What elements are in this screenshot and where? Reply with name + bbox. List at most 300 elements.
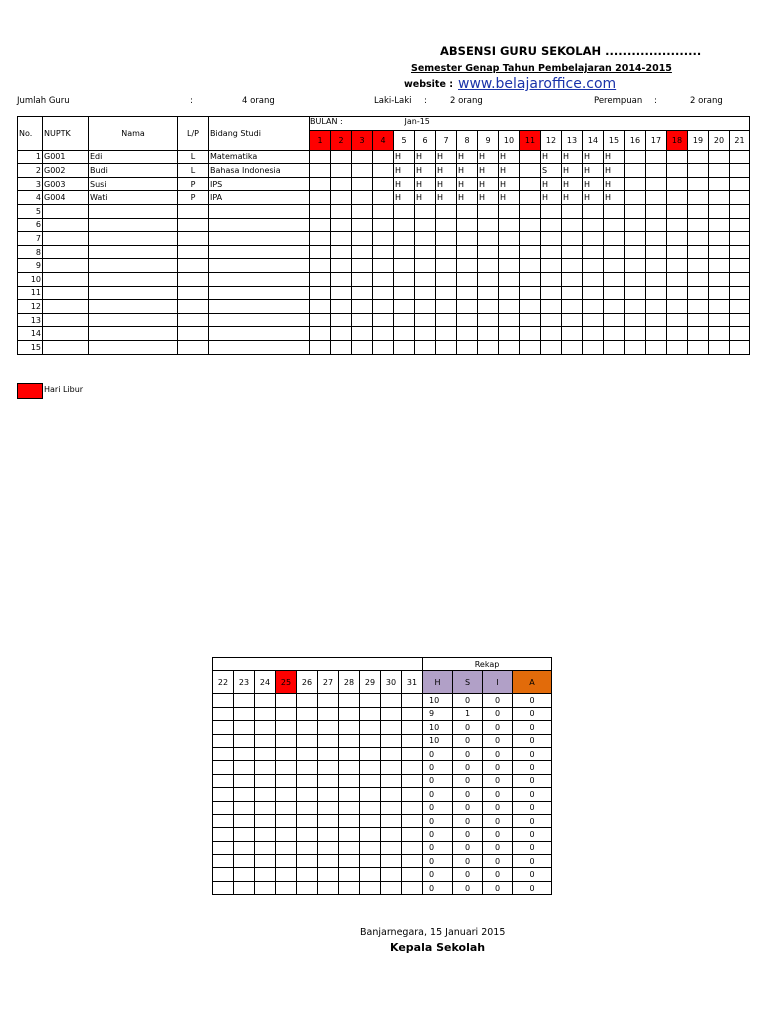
rekap-i-cell: 0 [483, 694, 513, 707]
attendance-cell [583, 272, 604, 286]
attendance-cell [730, 300, 750, 314]
bulan-value-text: Jan-15 [404, 117, 430, 126]
bidang-studi-cell: IPS [209, 177, 310, 191]
attendance-cell [352, 327, 373, 341]
row-number: 15 [18, 340, 43, 354]
attendance-cell [457, 340, 478, 354]
attendance-cell [360, 734, 381, 747]
attendance-cell [520, 313, 541, 327]
lp-cell [178, 272, 209, 286]
attendance-cell [318, 747, 339, 760]
attendance-cell [604, 245, 625, 259]
attendance-cell: H [415, 191, 436, 205]
attendance-cell [352, 191, 373, 205]
attendance-cell [318, 694, 339, 707]
nama-cell [89, 327, 178, 341]
attendance-cell [646, 218, 667, 232]
attendance-cell [297, 841, 318, 854]
attendance-cell [562, 327, 583, 341]
rekap-i-cell: 0 [483, 707, 513, 720]
attendance-cell [373, 313, 394, 327]
attendance-cell: H [604, 150, 625, 164]
day-header-3: 3 [352, 130, 373, 150]
day-header-31: 31 [402, 671, 423, 694]
attendance-cell [625, 232, 646, 246]
attendance-cell [520, 300, 541, 314]
bidang-studi-cell [209, 300, 310, 314]
attendance-cell [276, 841, 297, 854]
rekap-i-cell: 0 [483, 734, 513, 747]
attendance-cell [234, 694, 255, 707]
attendance-cell [604, 313, 625, 327]
attendance-cell: H [478, 150, 499, 164]
attendance-cell: H [436, 177, 457, 191]
attendance-cell [583, 245, 604, 259]
rekap-h-cell: 0 [423, 774, 453, 787]
attendance-cell [373, 191, 394, 205]
day-header-spacer [213, 658, 423, 671]
attendance-cell [604, 259, 625, 273]
attendance-cell [402, 881, 423, 894]
rekap-i-cell: 0 [483, 774, 513, 787]
attendance-cell: H [499, 177, 520, 191]
attendance-cell [457, 245, 478, 259]
attendance-cell [499, 340, 520, 354]
attendance-cell [381, 828, 402, 841]
rekap-i-cell: 0 [483, 721, 513, 734]
attendance-cell [352, 204, 373, 218]
nuptk-cell [43, 245, 89, 259]
attendance-cell [402, 774, 423, 787]
attendance-cell [394, 218, 415, 232]
attendance-cell [381, 734, 402, 747]
attendance-cell [688, 259, 709, 273]
attendance-cell [667, 300, 688, 314]
attendance-cell: H [436, 150, 457, 164]
attendance-cell [394, 300, 415, 314]
table-row [18, 177, 750, 191]
attendance-cell [331, 272, 352, 286]
attendance-cell [276, 801, 297, 814]
attendance-cell: H [583, 164, 604, 178]
attendance-cell [688, 245, 709, 259]
attendance-cell [255, 814, 276, 827]
attendance-cell [520, 150, 541, 164]
bidang-studi-cell: IPA [209, 191, 310, 205]
attendance-cell [541, 272, 562, 286]
attendance-cell: H [499, 191, 520, 205]
attendance-cell [667, 259, 688, 273]
attendance-cell [583, 327, 604, 341]
attendance-cell [709, 164, 730, 178]
attendance-cell [339, 801, 360, 814]
attendance-cell [625, 245, 646, 259]
attendance-cell [360, 707, 381, 720]
attendance-cell [394, 272, 415, 286]
rekap-s-cell: 0 [453, 855, 483, 868]
attendance-cell: H [604, 191, 625, 205]
attendance-cell [310, 300, 331, 314]
attendance-cell [436, 286, 457, 300]
day-header-23: 23 [234, 671, 255, 694]
lp-cell [178, 340, 209, 354]
rekap-a-header: A [513, 671, 552, 694]
attendance-cell [667, 340, 688, 354]
attendance-cell [688, 204, 709, 218]
table-row [213, 721, 552, 734]
attendance-cell: H [415, 177, 436, 191]
attendance-cell [213, 841, 234, 854]
attendance-cell [352, 177, 373, 191]
attendance-cell [339, 814, 360, 827]
rekap-s-cell: 0 [453, 841, 483, 854]
attendance-cell [457, 218, 478, 232]
attendance-cell [331, 259, 352, 273]
nama-cell [89, 218, 178, 232]
day-header-11: 11 [520, 130, 541, 150]
attendance-cell [667, 286, 688, 300]
attendance-cell [213, 801, 234, 814]
nuptk-cell [43, 340, 89, 354]
holiday-legend-swatch [17, 383, 43, 399]
attendance-cell [255, 747, 276, 760]
day-header-7: 7 [436, 130, 457, 150]
rekap-i-cell: 0 [483, 788, 513, 801]
attendance-cell [352, 218, 373, 232]
rekap-h-cell: 9 [423, 707, 453, 720]
attendance-cell [402, 694, 423, 707]
attendance-cell [381, 868, 402, 881]
table-row [18, 327, 750, 341]
attendance-continuation-table [212, 657, 552, 895]
lp-cell: P [178, 177, 209, 191]
attendance-cell [520, 218, 541, 232]
attendance-cell [381, 855, 402, 868]
day-header-9: 9 [478, 130, 499, 150]
row-number: 2 [18, 164, 43, 178]
attendance-cell [688, 232, 709, 246]
header-lp: L/P [178, 117, 209, 151]
attendance-cell [478, 259, 499, 273]
attendance-cell [402, 868, 423, 881]
attendance-cell [381, 881, 402, 894]
lp-cell [178, 232, 209, 246]
bidang-studi-cell: Bahasa Indonesia [209, 164, 310, 178]
attendance-cell [402, 855, 423, 868]
attendance-cell [562, 300, 583, 314]
attendance-cell [646, 232, 667, 246]
attendance-cell [520, 191, 541, 205]
page-subtitle: Semester Genap Tahun Pembelajaran 2014-2015 [411, 63, 672, 74]
bidang-studi-cell [209, 245, 310, 259]
nama-cell [89, 286, 178, 300]
attendance-cell [667, 313, 688, 327]
rekap-i-cell: 0 [483, 841, 513, 854]
attendance-cell [667, 327, 688, 341]
row-number: 8 [18, 245, 43, 259]
attendance-cell [381, 841, 402, 854]
attendance-cell: H [457, 177, 478, 191]
attendance-cell [402, 721, 423, 734]
attendance-cell [499, 286, 520, 300]
attendance-cell: H [562, 191, 583, 205]
attendance-cell [276, 814, 297, 827]
rekap-a-cell: 0 [513, 761, 552, 774]
attendance-cell [297, 814, 318, 827]
footer-role: Kepala Sekolah [390, 941, 486, 954]
attendance-cell [381, 761, 402, 774]
attendance-cell [667, 232, 688, 246]
attendance-cell [499, 300, 520, 314]
nuptk-cell [43, 327, 89, 341]
attendance-cell [213, 828, 234, 841]
attendance-cell [234, 788, 255, 801]
attendance-cell [457, 204, 478, 218]
attendance-cell [730, 232, 750, 246]
bidang-studi-cell [209, 272, 310, 286]
attendance-cell [234, 881, 255, 894]
table-row [18, 218, 750, 232]
attendance-cell [646, 327, 667, 341]
attendance-cell [562, 232, 583, 246]
attendance-cell [310, 150, 331, 164]
attendance-cell: H [583, 177, 604, 191]
rekap-h-cell: 10 [423, 734, 453, 747]
rekap-a-cell: 0 [513, 814, 552, 827]
row-number: 11 [18, 286, 43, 300]
attendance-cell [646, 300, 667, 314]
table-row [213, 841, 552, 854]
nuptk-cell [43, 300, 89, 314]
attendance-cell [394, 340, 415, 354]
attendance-cell: H [478, 164, 499, 178]
attendance-cell [310, 272, 331, 286]
attendance-cell [360, 814, 381, 827]
attendance-cell [318, 881, 339, 894]
attendance-cell [234, 721, 255, 734]
attendance-cell [373, 177, 394, 191]
nuptk-cell [43, 204, 89, 218]
attendance-cell [541, 232, 562, 246]
attendance-cell [360, 721, 381, 734]
rekap-s-cell: 0 [453, 814, 483, 827]
attendance-cell [625, 177, 646, 191]
nuptk-cell: G003 [43, 177, 89, 191]
table-row [18, 259, 750, 273]
row-number: 4 [18, 191, 43, 205]
attendance-cell [381, 694, 402, 707]
attendance-cell [562, 272, 583, 286]
lp-cell: L [178, 164, 209, 178]
attendance-cell [234, 707, 255, 720]
row-number: 6 [18, 218, 43, 232]
attendance-cell [730, 177, 750, 191]
attendance-cell [331, 218, 352, 232]
nama-cell: Susi [89, 177, 178, 191]
attendance-cell [478, 313, 499, 327]
attendance-cell [499, 272, 520, 286]
attendance-cell [360, 694, 381, 707]
day-header-10: 10 [499, 130, 520, 150]
attendance-cell [352, 232, 373, 246]
attendance-cell [478, 218, 499, 232]
attendance-cell [402, 801, 423, 814]
attendance-cell [276, 721, 297, 734]
attendance-cell: H [394, 177, 415, 191]
lp-cell [178, 286, 209, 300]
attendance-cell [318, 734, 339, 747]
attendance-cell: H [583, 150, 604, 164]
row-number: 7 [18, 232, 43, 246]
attendance-cell [646, 245, 667, 259]
attendance-cell [339, 707, 360, 720]
attendance-cell [520, 272, 541, 286]
attendance-cell [520, 164, 541, 178]
nuptk-cell [43, 218, 89, 232]
attendance-cell [499, 245, 520, 259]
attendance-cell [520, 204, 541, 218]
attendance-cell [276, 761, 297, 774]
attendance-cell: H [394, 164, 415, 178]
attendance-cell [730, 327, 750, 341]
attendance-cell [583, 313, 604, 327]
rekap-h-cell: 0 [423, 855, 453, 868]
day-header-15: 15 [604, 130, 625, 150]
attendance-cell [276, 734, 297, 747]
rekap-i-cell: 0 [483, 828, 513, 841]
attendance-cell [583, 232, 604, 246]
attendance-cell [373, 286, 394, 300]
attendance-cell [310, 204, 331, 218]
attendance-cell [394, 286, 415, 300]
rekap-i-header: I [483, 671, 513, 694]
nama-cell [89, 272, 178, 286]
attendance-cell [234, 868, 255, 881]
table-row [213, 734, 552, 747]
attendance-cell [436, 245, 457, 259]
attendance-cell [625, 218, 646, 232]
attendance-cell [478, 327, 499, 341]
attendance-cell [730, 286, 750, 300]
attendance-cell [234, 761, 255, 774]
attendance-cell [213, 747, 234, 760]
attendance-cell [625, 272, 646, 286]
attendance-cell [373, 272, 394, 286]
attendance-cell [667, 245, 688, 259]
rekap-s-header: S [453, 671, 483, 694]
attendance-cell [402, 761, 423, 774]
attendance-cell [730, 204, 750, 218]
attendance-cell [541, 327, 562, 341]
attendance-cell [402, 707, 423, 720]
attendance-cell [331, 327, 352, 341]
attendance-cell [688, 340, 709, 354]
website-link[interactable]: www.belajaroffice.com [458, 76, 617, 92]
rekap-a-cell: 0 [513, 828, 552, 841]
jumlah-guru-value: 4 orang [242, 96, 275, 106]
attendance-cell [373, 204, 394, 218]
attendance-cell [730, 150, 750, 164]
attendance-cell [310, 340, 331, 354]
perempuan-colon: : [654, 96, 657, 106]
attendance-cell [436, 259, 457, 273]
rekap-a-cell: 0 [513, 801, 552, 814]
rekap-s-cell: 0 [453, 828, 483, 841]
attendance-cell [394, 204, 415, 218]
attendance-cell [730, 191, 750, 205]
attendance-cell [625, 327, 646, 341]
rekap-s-cell: 0 [453, 801, 483, 814]
attendance-cell [234, 841, 255, 854]
attendance-cell [625, 164, 646, 178]
bidang-studi-cell [209, 286, 310, 300]
rekap-h-cell: 10 [423, 694, 453, 707]
attendance-cell [520, 177, 541, 191]
attendance-cell [352, 259, 373, 273]
table-row [213, 788, 552, 801]
attendance-cell [318, 841, 339, 854]
attendance-cell [604, 300, 625, 314]
day-header-30: 30 [381, 671, 402, 694]
row-number: 9 [18, 259, 43, 273]
attendance-cell [255, 774, 276, 787]
table-row [213, 801, 552, 814]
laki-laki-label: Laki-Laki [374, 96, 412, 106]
attendance-cell [646, 313, 667, 327]
attendance-cell [360, 828, 381, 841]
attendance-cell [255, 801, 276, 814]
attendance-cell [604, 204, 625, 218]
attendance-cell [255, 788, 276, 801]
attendance-cell [394, 327, 415, 341]
lp-cell [178, 245, 209, 259]
attendance-table [17, 116, 750, 355]
row-number: 1 [18, 150, 43, 164]
day-header-17: 17 [646, 130, 667, 150]
table-row [18, 204, 750, 218]
attendance-cell [213, 734, 234, 747]
attendance-cell [436, 300, 457, 314]
bidang-studi-cell [209, 204, 310, 218]
attendance-cell [604, 286, 625, 300]
attendance-cell [604, 327, 625, 341]
attendance-cell [415, 340, 436, 354]
attendance-cell [625, 286, 646, 300]
attendance-cell [310, 259, 331, 273]
attendance-cell [499, 259, 520, 273]
attendance-cell: H [457, 150, 478, 164]
attendance-cell [667, 218, 688, 232]
attendance-cell [583, 259, 604, 273]
attendance-cell [373, 232, 394, 246]
row-number: 5 [18, 204, 43, 218]
attendance-cell [276, 881, 297, 894]
attendance-cell [730, 245, 750, 259]
attendance-cell [562, 204, 583, 218]
attendance-cell [297, 707, 318, 720]
attendance-cell [625, 204, 646, 218]
attendance-cell [213, 788, 234, 801]
attendance-cell [709, 300, 730, 314]
attendance-cell [709, 327, 730, 341]
nama-cell: Wati [89, 191, 178, 205]
attendance-cell: H [436, 191, 457, 205]
attendance-cell [297, 721, 318, 734]
table-row [213, 774, 552, 787]
attendance-cell [667, 191, 688, 205]
header-bidang-studi: Bidang Studi [209, 117, 310, 151]
attendance-cell [310, 218, 331, 232]
